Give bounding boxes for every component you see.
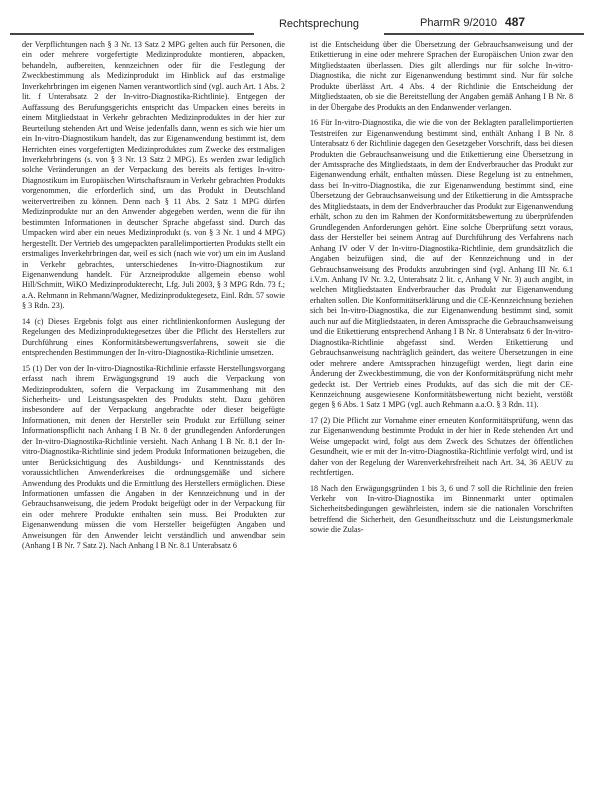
journal-issue: PharmR 9/2010 [420, 17, 498, 29]
page-header [0, 0, 592, 40]
left-column [22, 40, 285, 557]
paragraph-continued: der Verpflichtungen nach § 3 Nr. 13 Satz 2 MPG gelten auch für Personen, die ein oder mehrere vorgefertigte Medizinprodukte montieren, abpacken, behandeln, aufbereiten, kennzeichnen oder für die Festlegung der Zweckbestimmung als Medizinprodukt im Hinblick auf das erstmalige Inverkehrbringen im eigenen Namen verantwortlich sind (vgl. auch Art. 1 Abs. 2 lit. f Unterabsatz 2 der In-vitro-Diagnostika-Richtlinie). Entgegen der Auffassung des Berufungsgerichts entspricht das Umpacken eines bereits in einem Mitgliedstaat in Verkehr gebrachten Medizinproduktes in der hier zur Beurteilung stehenden Art und Weise jedenfalls dann, wenn es sich wie hier um ein In-vitro-Diagnostikum handelt, das zur Eigenanwendung bestimmt ist, dem Herrichten eines vorgefertigten Medizinproduktes zum Zwecke des erstmaligen Inverkehrbringens (s. von § 3 Nr. 13 Satz 2 MPG). Es werden zwar lediglich solche Veränderungen an der Verpackung des bereits als fertiges In-vitro-Diagnostikum im Europäischen Wirtschaftsraum in Verkehr gebrachten Produkts vorgenommen, die erforderlich sind, um das Produkt in Deutschland weitervertreiben zu können. Denn nach § 11 Abs. 2 Satz 1 MPG dürfen Medizinprodukte nur an den Anwender abgegeben werden, wenn die für ihn bestimmten Informationen in deutscher Sprache abgefasst sind. Durch das Umpacken wird aber ein neues Medizinprodukt (s. von § 3 Nr. 1 und 4 MPG) hergestellt. Der Vertrieb des umgepackten parallelimportierten Produkts stellt ein erstmaliges Inverkehrbringen dar, weil es sich (nach wie vor) um ein im Ausland in Verkehr gebrachtes, unterschiedenes In-vitro-Diagnostikum zur Eigenanwendung handelt. Für Arzneiprodukte allgemein ebenso wohl Hill/Schmitt, WiKO Medizinprodukterecht, Lfg. Juli 2003, § 3 MPG Rdn. 73 f.; a.A. Rehmann in Rehmann/Wagner, Medizinproduktegesetz, Einl. Rdn. 57 sowie § 3 Rdn. 23). [22, 40, 285, 311]
header-rule-right [384, 33, 584, 35]
paragraph-14: 14 (c) Dieses Ergebnis folgt aus einer richtlinienkonformen Auslegung der Regelungen des Medizinproduktegesetzes über die Pflicht des Herstellers zur Durchführung eines Konformitätsbewertungsverfahrens, soweit sie die entsprechenden Bestimmungen der In-vitro-Diagnostika-Richtlinie umsetzen. [22, 316, 285, 358]
paragraph-17: 17 (2) Die Pflicht zur Vornahme einer erneuten Konformitätsprüfung, wenn das zur Eigenanwendung bestimmte Produkt in der hier in Rede stehenden Art und Weise umgepackt wird, folgt aus dem Zweck des Schutzes der öffentlichen Gesundheit, wie er mit der In-vitro-Diagnostika-Richtlinie verfolgt wird, und ist daher von der Regelung der Warenverkehrsfreiheit nach Art. 34, 36 AEUV zu rechtfertigen. [310, 415, 573, 478]
paragraph-continued-right: ist die Entscheidung über die Übersetzung der Gebrauchsanweisung und der Etikettierung in eine oder mehrere Sprachen der Europäischen Union zwar den Mitgliedstaaten überlassen. Dies gilt allerdings nur für solche In-vitro-Diagnostika, die nicht zur Eigenanwendung bestimmt sind. Nur für solche Produkte überlässt Art. 4 Abs. 4 der Richtlinie die Entscheidung der Mitgliedstaaten, ob sie die Bereitstellung der Angaben gemäß Anhang I B Nr. 8 in der Übergabe des Produkts an den Endanwender verlangen. [310, 40, 573, 112]
paragraph-16: 16 Für In-vitro-Diagnostika, die wie die von der Beklagten parallelimportierten Teststreifen zur Eigenanwendung bestimmt sind, enthält Anhang I B Nr. 8 Unterabsatz 6 der Richtlinie dagegen den Gesetzgeber Vorschrift, dass bei diesen Produkten die Gebrauchsanweisung und die Etikettierung eine Übersetzung in der Amtssprache des Mitgliedstaats, in dem der Endverbraucher das Produkt zur Eigenanwendung erhält, enthalten müssen. Diese Regelung ist zu entnehmen, dass bei In-vitro-Diagnostika, die zur Eigenanwendung bestimmt sind, eine Übersetzung der Gebrauchsanweisung und der Etikettierung in die Amtssprache des Mitgliedstaats, in dem der Endverbraucher das Produkt zur Eigenanwendung erhält, schon zu den im Rahmen der Konformitätsbewertung zu überprüfenden Grundlegenden Anforderungen gehört. Eine solche Überprüfung setzt voraus, dass der Hersteller bei seinem Antrag auf Durchführung des Verfahrens nach Anhang IV oder V der In-vitro-Diagnostika-Richtlinie, dem grundsätzlich die Angaben beizufügen sind, die auf der Kennzeichnung und in der Gebrauchsanweisung des Produkts anzubringen sind (vgl. Anhang III Nr. 6.1 i.V.m. Anhang IV Nr. 3.2, Unterabsatz 2 lit. c, Anhang V Nr. 3) auch angibt, in welchen Mitgliedstaaten Endverbraucher das Produkt zur Eigenanwendung erhalten sollen. Die Konformitätserklärung und die CE-Kennzeichnung beziehen sich bei In-vitro-Diagnostika, die zur Eigenanwendung bestimmt sind, somit auch nur auf die Mitgliedstaaten, in deren Amtssprache die Gebrauchsanweisung und die Etikettierung entsprechend Anhang I B Nr. 8 Unterabsatz 6 der In-vitro-Diagnostika-Richtlinie abgefasst sind. Werden Etikettierung und Gebrauchsanweisung nachträglich geändert, das weitere Übersetzungen in eine oder mehrere andere Amtssprachen hinzugefügt werden, liegt darin eine Änderung der Zweckbestimmung, die von der Konformitätsprüfung nicht mehr gedeckt ist. Der Vertrieb eines Produkts, auf das sich die mit der CE-Kennzeichnung ausgewiesene Konformitätsbewertung nicht bezieht, verstößt gegen § 6 Abs. 1 Satz 1 MPG (vgl. auch Rehmann a.a.O. § 3 Rdn. 11). [310, 118, 573, 410]
header-rule-left [10, 33, 254, 35]
journal-reference [420, 15, 525, 29]
page-number: 487 [505, 15, 526, 29]
paragraph-15: 15 (1) Der von der In-vitro-Diagnostika-Richtlinie erfasste Herstellungsvorgang erfasst nach ihrem Erwägungsgrund 19 auch die Verpackung von Medizinprodukten, sofern die Verpackung im Zusammenhang mit den Sicherheits- und Leistungsaspekten des Produkts steht. Dazu gehören insbesondere auf der Verpackung angebrachte oder dieser beigefügte Informationen, mit denen der Hersteller sein Produkt zur Erfüllung seiner Informationspflicht nach Anhang I B Nr. 8 der grundlegenden Anforderungen der In-vitro-Diagnostika-Richtlinie versieht. Nach Anhang I B Nr. 8.1 der In-vitro-Diagnostika-Richtlinie sind jedem Produkt Informationen beizugeben, die unter Berücksichtigung des Ausbildungs- und Kenntnisstands des voraussichtlichen Anwenderkreises die ordnungsgemäße und sichere Anwendung des Produkts und die Ermittlung des Herstellers ermöglichen. Diese Informationen umfassen die Angaben in der Kennzeichnung und in der Gebrauchsanweisung, die jedem Produkt beigefügt oder in der Verpackung für ein oder mehrere Produkte enthalten sein muss. Bei Produkten zur Eigenanwendung müssen die vom Hersteller beigefügten Angaben und Anweisungen für den Anwender leicht verständlich und anwendbar sein (Anhang I B Nr. 7 Satz 2). Nach Anhang I B Nr. 8.1 Unterabsatz 6 [22, 363, 285, 551]
paragraph-18: 18 Nach den Erwägungsgründen 1 bis 3, 6 und 7 soll die Richtlinie den freien Verkehr von In-vitro-Diagnostika im Binnenmarkt unter optimalen Sicherheitsbedingungen gewährleisten, indem sie die nationalen Vorschriften betreffend die Sicherheit, den Gesundheitsschutz und die Leistungsmerkmale sowie die Zulas- [310, 483, 573, 535]
section-title: Rechtsprechung [278, 18, 360, 30]
right-column [310, 40, 573, 541]
